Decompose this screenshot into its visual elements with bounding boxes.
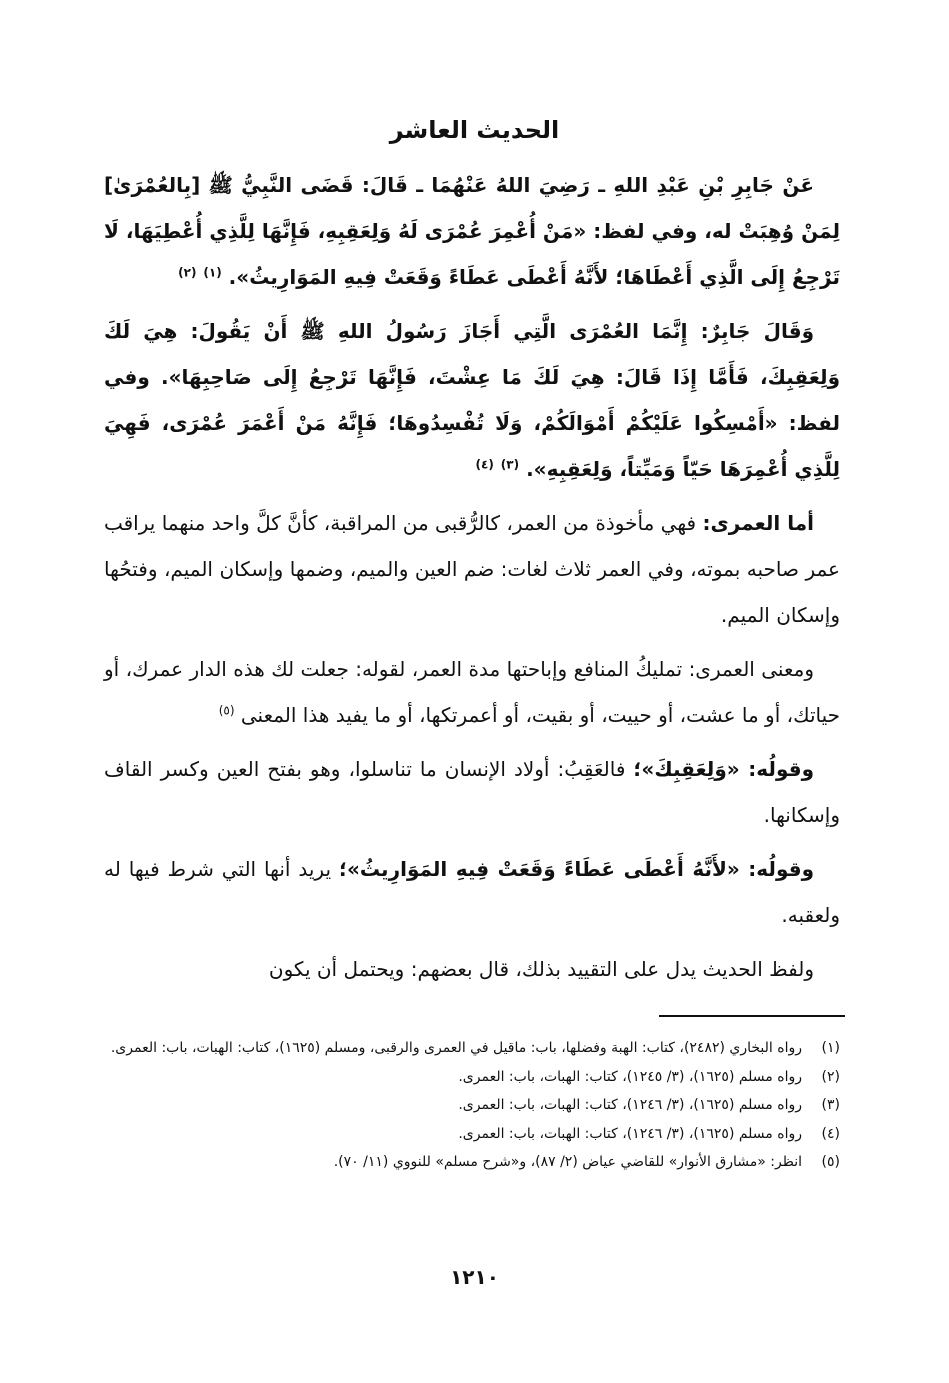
footnote-number: (٥) [821, 1154, 840, 1170]
quote-heading-aqib: وقولُه: «وَلِعَقِبِكَ»؛ [633, 757, 815, 781]
footnote-ref-3: (٣) [500, 457, 520, 472]
chapter-heading: الحديث العاشر [389, 116, 560, 144]
hadith-paragraph-1 [104, 162, 840, 300]
hadith-paragraph-2 [104, 308, 840, 492]
footnote-divider [659, 1015, 845, 1017]
footnote-2 [104, 1065, 840, 1090]
footnote-number: (١) [821, 1040, 840, 1056]
commentary-paragraph-4 [104, 846, 840, 938]
footnote-5 [104, 1150, 840, 1175]
main-text [104, 162, 840, 1000]
footnote-ref-4: (٤) [475, 457, 494, 472]
footnote-number: (٣) [821, 1097, 840, 1113]
commentary-text-5: ولفظ الحديث يدل على التقييد بذلك، قال بعضهم: ويحتمل أن يكون [268, 957, 814, 981]
footnote-number: (٤) [821, 1125, 840, 1142]
commentary-paragraph-5 [104, 946, 840, 992]
commentary-text-1: فهي مأخوذة من العمر، كالرُّقبى من المراقبة، كأنَّ كلَّ واحد منهما يراقب عمر صاحبه بموته، وفي العمر ثلاث لغات: ضم العين والميم، وضمها وإسكان الميم، وفتحُها وإسكان الميم. [103, 511, 840, 627]
footnote-3 [104, 1093, 840, 1118]
quote-heading-mawarith: وقولُه: «لأَنَّهُ أَعْطَى عَطَاءً وَقَعَتْ فِيهِ المَوَارِيثُ»؛ [338, 857, 815, 881]
footnotes-section [104, 1036, 840, 1179]
footnote-text: رواه مسلم (١٦٢٥)، (٣/ ١٢٤٥)، كتاب: الهبات، باب: العمرى. [458, 1068, 802, 1085]
footnote-text: رواه مسلم (١٦٢٥)، (٣/ ١٢٤٦)، كتاب: الهبات، باب: العمرى. [458, 1125, 802, 1142]
page-number: ١٢١٠ [450, 1265, 499, 1289]
footnote-ref-5: (٥) [218, 703, 235, 718]
commentary-paragraph-3 [104, 746, 840, 838]
footnote-ref-1: (١) [203, 265, 222, 280]
commentary-paragraph-2 [104, 646, 840, 738]
commentary-text-2: ومعنى العمرى: تمليكُ المنافع وإباحتها مدة العمر، لقوله: جعلت لك هذه الدار عمرك، أو حياتك، أو ما عشت، أو حييت، أو بقيت، أو أعمرتكها، أو ما يفيد هذا المعنى [104, 657, 840, 727]
hadith-text-1: عَنْ جَابِرِ بْنِ عَبْدِ اللهِ ـ رَضِيَ اللهُ عَنْهُمَا ـ قَالَ: قَضَى النَّبِيُّ ﷺ [بِالعُمْرَىٰ] لِمَنْ وُهِبَتْ له، وفي لفظ: «مَنْ أُعْمِرَ عُمْرَى لَهُ وَلِعَقِبِهِ، فَإِنَّهَا لِلَّذِي أُعْطِيَهَا، لَا تَرْجِعُ إِلَى الَّذِي أَعْطَاهَا؛ لأَنَّهُ أَعْطَى عَطَاءً وَقَعَتْ فِيهِ المَوَارِيثُ». [104, 173, 840, 289]
hadith-text-2: وَقَالَ جَابِرٌ: إِنَّمَا العُمْرَى الَّتِي أَجَازَ رَسُولُ اللهِ ﷺ أَنْ يَقُولَ: هِيَ لَكَ وَلِعَقِبِكَ، فَأَمَّا إِذَا قَالَ: هِيَ لَكَ مَا عِشْتَ، فَإِنَّهَا تَرْجِعُ إِلَى صَاحِبِهَا». وفي لفظ: «أَمْسِكُوا عَلَيْكُمْ أَمْوَالَكُمْ، وَلَا تُفْسِدُوهَا؛ فَإِنَّهُ مَنْ أَعْمَرَ عُمْرَى، فَهِيَ لِلَّذِي أُعْمِرَهَا حَيّاً وَمَيِّتاً، وَلِعَقِبِهِ». [104, 319, 840, 481]
footnote-number: (٢) [821, 1068, 840, 1085]
term-heading-umra: أما العمرى: [702, 511, 814, 535]
footnote-text: رواه مسلم (١٦٢٥)، (٣/ ١٢٤٦)، كتاب: الهبات، باب: العمرى. [458, 1097, 802, 1113]
footnote-text: رواه البخاري (٢٤٨٢)، كتاب: الهبة وفضلها، باب: ماقيل في العمرى والرقبى، ومسلم (١٦٢٥)، كتاب: الهبات، باب: العمرى. [110, 1040, 802, 1056]
footnote-4 [104, 1122, 840, 1147]
commentary-text-4: يريد أنها التي شرط فيها له ولعقبه. [104, 857, 840, 927]
footnote-ref-2: (٢) [178, 265, 197, 280]
commentary-paragraph-1 [104, 500, 840, 638]
footnote-1 [104, 1036, 840, 1061]
commentary-text-3: فالعَقِبُ: أولاد الإنسان ما تناسلوا، وهو بفتح العين وكسر القاف وإسكانها. [104, 757, 840, 827]
footnote-text: انظر: «مشارق الأنوار» للقاضي عياض (٢/ ٨٧)، و«شرح مسلم» للنووي (١١/ ٧٠). [333, 1154, 802, 1170]
